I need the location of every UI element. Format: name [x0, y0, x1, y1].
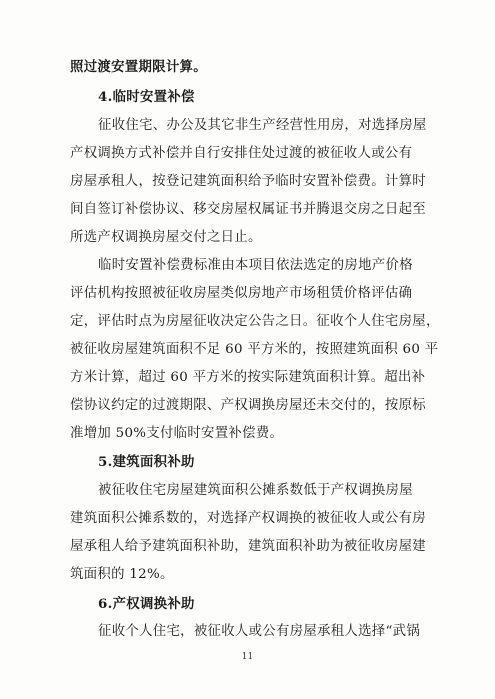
page-number: 11: [241, 652, 254, 662]
text-line: 定，评估时点为房屋征收决定公告之日。征收个人住宅房屋，: [70, 314, 440, 329]
text-line: 评估机构按照被征收房屋类似房地产市场租赁价格评估确: [70, 286, 413, 301]
text-line: 征收个人住宅，被征收人或公有房屋承租人选择“武锅: [98, 624, 421, 639]
text-line: 所选产权调换房屋交付之日止。: [70, 230, 262, 245]
section-heading: 4.临时安置补偿: [98, 89, 195, 105]
text-line: 筑面积的 12%。: [70, 567, 174, 582]
text-line: 房屋承租人，按登记建筑面积给予临时安置补偿费。计算时: [70, 174, 426, 189]
text-line: 准增加 50%支付临时安置补偿费。: [70, 426, 284, 441]
text-line: 被征收住宅房屋建筑面积公摊系数低于产权调换房屋: [98, 483, 413, 498]
text-line: 偿协议约定的过渡期限、产权调换房屋还未交付的，按原标: [70, 398, 426, 413]
text-line: 间自签订补偿协议、移交房屋权属证书并腾退交房之日起至: [70, 202, 426, 217]
text-line: 方米计算，超过 60 平方米的按实际建筑面积计算。超出补: [70, 370, 426, 385]
text-line: 产权调换方式补偿并自行安排住处过渡的被征收人或公有: [70, 146, 413, 161]
text-line: 照过渡安置期限计算。: [70, 59, 207, 75]
text-line: 临时安置补偿费标准由本项目依法选定的房地产价格: [98, 258, 413, 273]
text-line: 被征收房屋建筑面积不足 60 平方米的，按照建筑面积 60 平: [70, 342, 439, 357]
section-heading: 5.建筑面积补助: [98, 454, 195, 470]
text-line: 屋承租人给予建筑面积补助，建筑面积补助为被征收房屋建: [70, 539, 426, 554]
text-line: 征收住宅、办公及其它非生产经营性用房，对选择房屋: [98, 118, 427, 133]
text-line: 建筑面积公摊系数的，对选择产权调换的被征收人或公有房: [70, 511, 426, 526]
section-heading: 6.产权调换补助: [98, 596, 195, 612]
